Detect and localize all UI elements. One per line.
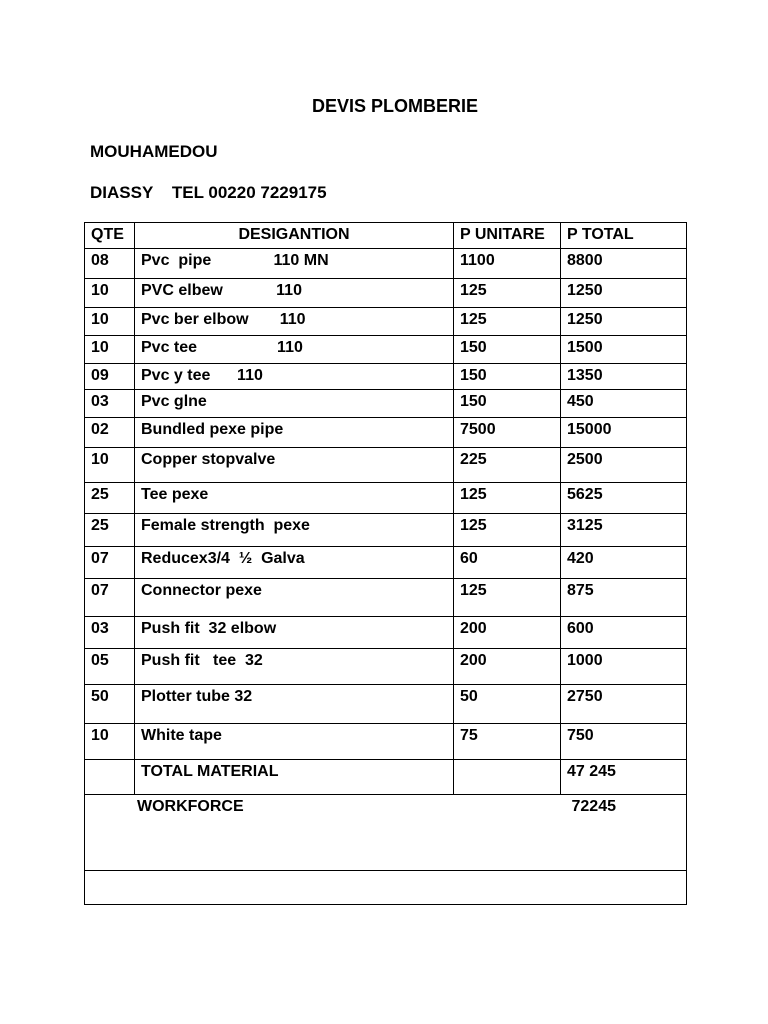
cell-unit-price: 50 [454, 685, 561, 724]
cell-designation: Pvc y tee 110 [135, 364, 454, 390]
cell-unit-price: 225 [454, 448, 561, 483]
table-row [85, 279, 687, 308]
cell-total-price: 600 [561, 617, 687, 649]
table-row [85, 390, 687, 418]
table-header-row [85, 223, 687, 249]
total-material-value: 47 245 [561, 760, 687, 795]
cell-qty: 03 [85, 390, 135, 418]
cell-unit-price: 150 [454, 364, 561, 390]
cell-total-price: 15000 [561, 418, 687, 448]
cell-total-price: 1250 [561, 279, 687, 308]
cell-qty: 07 [85, 579, 135, 617]
workforce-label: WORKFORCE [137, 798, 244, 815]
cell-qty: 10 [85, 279, 135, 308]
cell-unit-price: 125 [454, 279, 561, 308]
table-row [85, 617, 687, 649]
total-material-label: TOTAL MATERIAL [135, 760, 454, 795]
cell-unit-price: 200 [454, 617, 561, 649]
cell-designation: Plotter tube 32 [135, 685, 454, 724]
table-row [85, 483, 687, 514]
cell-unit-price: 125 [454, 308, 561, 336]
cell-qty: 25 [85, 514, 135, 547]
cell-designation: Pvc ber elbow 110 [135, 308, 454, 336]
cell-unit-price: 150 [454, 390, 561, 418]
table-row [85, 579, 687, 617]
cell-total-price: 8800 [561, 249, 687, 279]
total-material-row [85, 760, 687, 795]
cell-qty: 09 [85, 364, 135, 390]
header-unit-price: P UNITARE [454, 223, 561, 249]
cell-qty: 50 [85, 685, 135, 724]
cell-designation: Push fit tee 32 [135, 649, 454, 685]
cell-empty [454, 760, 561, 795]
workforce-cell [85, 795, 687, 871]
header-total-price: P TOTAL [561, 223, 687, 249]
cell-unit-price: 125 [454, 483, 561, 514]
cell-designation: Pvc tee 110 [135, 336, 454, 364]
quote-table [84, 222, 687, 905]
table-row [85, 448, 687, 483]
client-contact: DIASSY TEL 00220 7229175 [90, 183, 327, 202]
cell-total-price: 5625 [561, 483, 687, 514]
table-row [85, 724, 687, 760]
table-row [85, 308, 687, 336]
cell-unit-price: 75 [454, 724, 561, 760]
table-row [85, 514, 687, 547]
cell-total-price: 2500 [561, 448, 687, 483]
cell-unit-price: 200 [454, 649, 561, 685]
table-row [85, 547, 687, 579]
cell-total-price: 420 [561, 547, 687, 579]
cell-designation: Pvc pipe 110 MN [135, 249, 454, 279]
header-designation: DESIGANTION [135, 223, 454, 249]
table-row [85, 649, 687, 685]
cell-total-price: 450 [561, 390, 687, 418]
cell-unit-price: 7500 [454, 418, 561, 448]
cell-total-price: 875 [561, 579, 687, 617]
cell-qty: 25 [85, 483, 135, 514]
header-qty: QTE [85, 223, 135, 249]
client-name: MOUHAMEDOU [90, 142, 218, 161]
table-row [85, 418, 687, 448]
cell-empty [85, 760, 135, 795]
cell-total-price: 1500 [561, 336, 687, 364]
empty-cell [85, 871, 687, 905]
cell-designation: Push fit 32 elbow [135, 617, 454, 649]
cell-qty: 02 [85, 418, 135, 448]
cell-qty: 10 [85, 724, 135, 760]
cell-total-price: 1250 [561, 308, 687, 336]
cell-qty: 10 [85, 448, 135, 483]
cell-qty: 10 [85, 336, 135, 364]
document-title: DEVIS PLOMBERIE [311, 96, 479, 116]
cell-designation: Tee pexe [135, 483, 454, 514]
cell-designation: Copper stopvalve [135, 448, 454, 483]
cell-total-price: 1000 [561, 649, 687, 685]
cell-unit-price: 125 [454, 514, 561, 547]
cell-designation: White tape [135, 724, 454, 760]
cell-unit-price: 60 [454, 547, 561, 579]
cell-qty: 08 [85, 249, 135, 279]
cell-qty: 03 [85, 617, 135, 649]
cell-designation: Bundled pexe pipe [135, 418, 454, 448]
table-row [85, 336, 687, 364]
cell-total-price: 3125 [561, 514, 687, 547]
cell-unit-price: 1100 [454, 249, 561, 279]
cell-total-price: 750 [561, 724, 687, 760]
cell-total-price: 2750 [561, 685, 687, 724]
cell-qty: 07 [85, 547, 135, 579]
cell-designation: Female strength pexe [135, 514, 454, 547]
cell-total-price: 1350 [561, 364, 687, 390]
cell-qty: 05 [85, 649, 135, 685]
cell-qty: 10 [85, 308, 135, 336]
table-row [85, 249, 687, 279]
workforce-value: 72245 [571, 798, 616, 815]
cell-designation: PVC elbew 110 [135, 279, 454, 308]
table-row [85, 685, 687, 724]
empty-row [85, 871, 687, 905]
cell-designation: Reducex3/4 ½ Galva [135, 547, 454, 579]
cell-designation: Connector pexe [135, 579, 454, 617]
cell-unit-price: 125 [454, 579, 561, 617]
workforce-row [85, 795, 687, 871]
cell-designation: Pvc glne [135, 390, 454, 418]
table-row [85, 364, 687, 390]
cell-unit-price: 150 [454, 336, 561, 364]
